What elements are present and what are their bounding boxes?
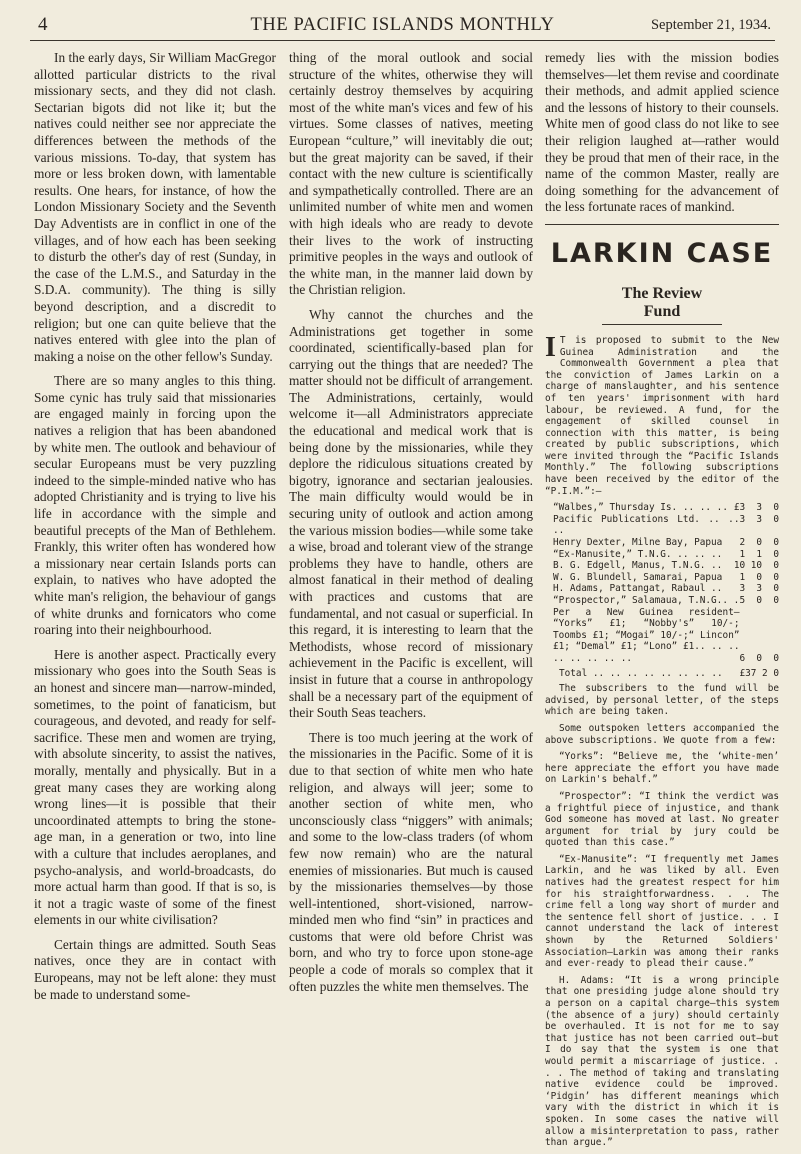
paragraph: thing of the moral outlook and social structure of the whites, otherwise they will certainly destroy themselves by acquiring most of the white man's vices and few of his virtues. Some classes of natives, meeting European “culture,” will inevitably die out; but the great majority can be saved, if their contact with the new culture is scientifically and sympathetically controlled. There are an unlimited number of white men and women with high ideals who are ready to devote their lives to the work of instructing primitive peoples in the ways and outlook of the white man, in the manner laid down by the Christian religion. (289, 50, 533, 298)
page-number: 4 (38, 14, 48, 35)
subscription-amount: 2 0 0 (739, 537, 779, 549)
masthead (30, 14, 775, 41)
quote-paragraph: “Prospector”: “I think the verdict was a frightful piece of injustice, and thank God someone has moved at last. No greater argument for trial by jury could be quoted than this case.” (545, 790, 779, 849)
subscription-amount: 6 0 0 (739, 652, 779, 664)
paragraph: Why cannot the churches and the Administrations get together in some coordinated, scientifically-based plan for carrying out the things that are needed? The matter should not be difficult of arrangement. The Administrations, certainly, would welcome it—all Administrators appreciate the educational and medical work that is being done by the missionaries, while they deplore the ridiculous situations created by bigotry, ignorance and sectarian jealousies. The main difficulty would would be in securing unity of outlook and action among the various mission bodies—while some take a wise, broad and tolerant view of the strange problems they have to handle, others are almost fanatical in their method of dealing with practices and customs that are fundamental, and not casual or superficial. In this regard, it is interesting to learn that the Methodists, whose record of missionary achievement in the Pacific is excellent, will insist in future that a course in anthropology shall be a necessary part of the equipment of their South Seas teachers. (289, 306, 533, 721)
subscription-row (545, 607, 779, 665)
subscription-row (545, 514, 779, 537)
paragraph: remedy lies with the mission bodies themselves—let them revise and coordinate their methods, and admit applied science and the lessons of history to their counsels. White men of good class do not like to see their religion laughed at—rather would they be proud that men of their race, in the name of the common Master, really are doing something for the advancement of the less fortunate races of mankind. (545, 50, 779, 215)
subscriber-name: Pacific Publications Ltd. .. .. .. (553, 513, 740, 537)
paragraph: There is too much jeering at the work of the missionaries in the Pacific. Some of it is due to that section of white men who hate religion, and always will jeer; some to another section of white men, who unconsciously class “niggers” with animals; and some to the low-class traders (of whom few now remain) who are the natural enemies of missionaries. But much is caused by the missionaries themselves—by those well-intentioned, short-visioned, narrow-minded men who find “sin” in practices and customs that were old before Christ was born, and who try to force upon stone-age people a code of morals so complex that it often puzzles the white men themselves. The (289, 729, 533, 994)
paragraph: There are so many angles to this thing. Some cynic has truly said that missionaries are engaged mainly in forcing upon the natives a religion that has been abandoned by white men. The outlook and behaviour of secular Europeans must be very puzzling indeed to the simple-minded native who has adopted Christianity and is trying to live his life in accordance with the simple and beautiful precepts of the Man of Bethlehem. Frankly, this writer often has wondered how a missionary near certain Islands ports can explain, to natives who have adopted the white man's religion, the behaviour of gangs of white drunks and fornicators who come roaring into their neighbourhood. (34, 373, 276, 638)
subscription-row (545, 502, 779, 514)
subscription-row (545, 537, 779, 549)
article-subheadline: The Review Fund (602, 285, 722, 325)
total-label: Total .. .. .. .. .. .. .. .. (559, 667, 723, 679)
subscriber-name: Per a New Guinea resident— “Yorks” £1; “Nobby's” 10/-; Toombs £1; “Mogai” 10/-;“ Lincon” £1; “Demal” £1; “Lono” £1.. .. .. .. .. .. .. .. (553, 606, 740, 664)
subscription-row (545, 572, 779, 584)
quote-paragraph: H. Adams: “It is a wrong principle that one presiding judge alone should try a person on a capital charge—this system (the absence of a jury) should certainly be overhauled. It is not for me to say that justice has not been carried out—but I do say that the system is one that would permit a miscarriage of justice. . . . The method of taking and translating native evidence could be improved. ‘Pidgin’ has different meanings which vary with the district in which it is spoken. In some cases the native will allow a misinterpretation to pass, rather than argue.” (545, 974, 779, 1149)
intro-text: T is proposed to submit to the New Guinea Administration and the Commonwealth Government a plea that the conviction of James Larkin on a charge of manslaughter, and his sentence of ten years' imprisonment with hard labour, be reviewed. A fund, for the engagement of skilled counsel in connection with this matter, is being created by public subscriptions, which were invited through the “Pacific Islands Monthly.” The following subscriptions have been received by the editor of the “P.I.M.”:— (545, 334, 779, 497)
publication-title: THE PACIFIC ISLANDS MONTHLY (250, 15, 555, 35)
subscriber-name: W. G. Blundell, Samarai, Papua (553, 571, 723, 583)
subscription-amount: 1 1 0 (739, 548, 779, 560)
subscriber-name: “Prospector,” Salamaua, T.N.G.. . (553, 595, 740, 606)
paragraph: Some outspoken letters accompanied the above subscriptions. We quote from a few: (545, 722, 779, 746)
subscription-list (545, 502, 779, 679)
subscriber-name: Henry Dexter, Milne Bay, Papua (553, 537, 723, 549)
subscriber-name: “Walbes,” Thursday Is. .. .. .. (553, 502, 728, 514)
article-body (545, 331, 779, 1149)
quote-paragraph: “Yorks”: “Believe me, the ‘white-men’ here appreciate the effort you have made on Larkin's behalf.” (545, 751, 779, 786)
subscription-row (545, 549, 779, 561)
issue-date: September 21, 1934. (650, 17, 771, 33)
subscription-amount: 10 10 0 (733, 560, 779, 572)
column-3 (545, 50, 779, 1154)
column-2 (289, 50, 533, 995)
section-divider (545, 224, 779, 225)
article-headline: LARKIN CASE (550, 237, 774, 269)
quote-paragraph: “Ex-Manusite”: “I frequently met James Larkin, and he was liked by all. Even natives had the greatest respect for him for his straightforwardness. . . The crime fell a long way short of murder and the sentence fell short of justice. . . I cannot understand the lack of interest shown by the Returned Soldiers' Association—Larkin was among their ranks and ever-ready to plead their cause.” (545, 853, 779, 970)
subscription-row (545, 560, 779, 572)
paragraph: In the early days, Sir William MacGregor allotted particular districts to the rival missionary sects, and they did not clash. Sectarian bigots did not like it; but the natives could neither see nor appreciate the differences between the methods of the various missions. To-day, that system has more or less broken down, with lamentable results. One hears, for instance, of how the London Missionary Society and the Seventh Day Adventists are in conflict in one of the villages, and of how each has been seeking to disturb the other's day of rest (Sunday, in the case of the L.M.S., and Saturday in the S.D.A. community). The thing is silly beyond description, and a discredit to religion; but one can quite believe that the natives entered with glee into the plan of making a noise on the other fellow's Sunday. (34, 50, 276, 364)
subscription-amount: 5 0 0 (739, 595, 779, 606)
column-1 (34, 50, 276, 1003)
paragraph: Here is another aspect. Practically every missionary who goes into the South Seas is an honest and sincere man—narrow-minded, sometimes, to the point of fanaticism, but courageous, and devoted, and ready for self-sacrifice. These men and women are trying, with absolute sincerity, to assist the natives, morally, mentally and physically. But in a great many cases they are working along wrong lines—it is possible that their uncoordinated attempts to bring the stone-age man, in a generation or two, into line with a culture that includes aeroplanes, and psycho-analysis, and world-broadcasts, do more actual harm than good. If that is so, is it not a tragic waste of some of the finest elements in our white civilisation? (34, 646, 276, 928)
subscription-total (545, 668, 779, 680)
subscription-amount: £3 3 0 (733, 502, 779, 514)
subscription-amount: 1 0 0 (739, 571, 779, 583)
subscription-amount: 3 3 0 (739, 513, 779, 525)
article-intro (545, 331, 779, 497)
subscription-row (545, 583, 779, 595)
subscriber-name: B. G. Edgell, Manus, T.N.G. .. (553, 560, 723, 572)
subscription-row (545, 595, 779, 607)
subscription-amount: 3 3 0 (739, 583, 779, 595)
paragraph: The subscribers to the fund will be advised, by personal letter, of the steps which are being taken. (545, 683, 779, 718)
subscriber-name: H. Adams, Pattangat, Rabaul .. (553, 583, 723, 595)
subscriber-name: “Ex-Manusite,” T.N.G. .. .. .. (553, 548, 723, 560)
paragraph: Certain things are admitted. South Seas natives, once they are in contact with Europeans, may not be left alone: they must be made to understand some- (34, 936, 276, 1002)
drop-cap: I (545, 331, 556, 363)
total-amount: £37 2 0 (739, 667, 779, 679)
